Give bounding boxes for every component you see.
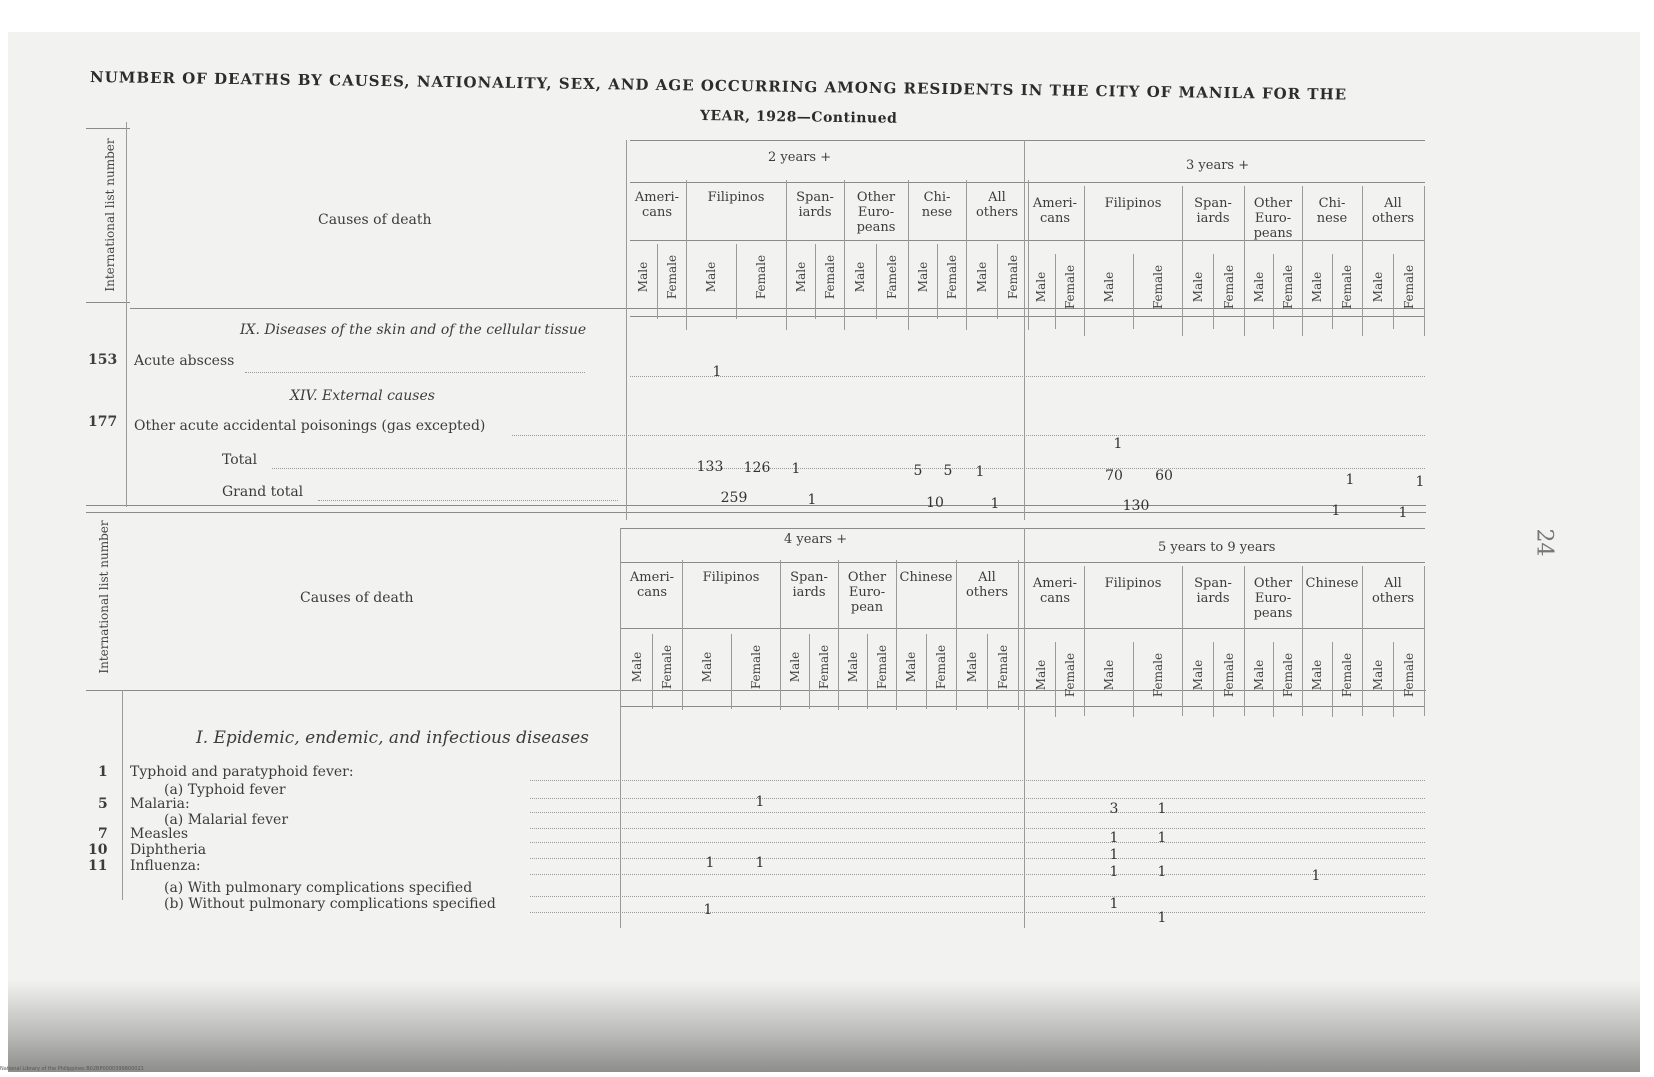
male-header: Male [1190, 659, 1205, 691]
cell: 1 [1157, 910, 1167, 926]
cell: 1 [1157, 830, 1167, 846]
female-header: Female [816, 644, 831, 690]
male-header: Male [1370, 659, 1385, 691]
female-header: Female [934, 644, 948, 690]
row-label: Diphtheria [130, 842, 207, 858]
cell: 1 [1415, 474, 1425, 490]
nationality-header: Ameri- cans [634, 190, 680, 220]
nationality-header: Ameri- cans [629, 570, 675, 600]
nationality-header: Chi- nese [1316, 196, 1348, 226]
female-header: Female [822, 254, 837, 300]
row-label: (a) Malarial fever [164, 812, 289, 828]
female-header: Female [1062, 652, 1077, 698]
female-header: Female [754, 254, 768, 300]
nationality-header: Ameri- cans [1032, 196, 1078, 226]
section-ix-heading: IX. Diseases of the skin and of the cellular tissue [240, 322, 587, 338]
row-177-number: 177 [88, 414, 118, 430]
female-header: Female [1401, 264, 1416, 310]
cell: 1 [1109, 830, 1119, 846]
nationality-header: Span- iards [1194, 196, 1232, 226]
cell: 1 [791, 461, 801, 477]
row-153-label: Acute abscess [134, 353, 235, 369]
group-4-years: 4 years + [784, 532, 848, 547]
male-header: Male [635, 261, 650, 293]
nationality-header: Chinese [1305, 576, 1359, 591]
cell: 1 [1109, 896, 1119, 912]
cell: 1 [807, 492, 817, 508]
row-153-number: 153 [88, 352, 118, 368]
table-title-continued: YEAR, 1928—Continued [699, 108, 898, 127]
group-2-years: 2 years + [768, 150, 832, 165]
nationality-header: Chinese [899, 570, 953, 585]
cell: 3 [1109, 801, 1119, 817]
nationality-header: All others [965, 570, 1008, 600]
row-label: Typhoid and paratyphoid fever: [130, 764, 354, 780]
female-header: Female [660, 644, 674, 690]
cell: 1 [1157, 801, 1167, 817]
male-header: Male [1310, 271, 1324, 303]
male-header: Male [853, 261, 867, 293]
male-header: Male [704, 261, 718, 293]
female-header: Female [1221, 264, 1236, 310]
cell: 1 [1109, 847, 1119, 863]
nationality-header: Ameri- cans [1032, 576, 1078, 606]
male-header: Male [1251, 659, 1266, 691]
cell: 1 [990, 496, 1000, 512]
female-header: Female [944, 254, 959, 300]
cell: 1 [1331, 503, 1341, 519]
row-label: Influenza: [130, 858, 201, 874]
nationality-header: All others [975, 190, 1018, 220]
male-header: Male [1370, 271, 1385, 303]
female-header: Female [1280, 264, 1295, 310]
male-header: Male [699, 651, 714, 683]
section-xiv-heading: XIV. External causes [290, 388, 435, 404]
group-3-years: 3 years + [1186, 158, 1250, 173]
male-header: Male [1310, 659, 1324, 691]
cell: 5 [943, 463, 953, 479]
cell: 1 [1398, 505, 1408, 521]
footer-credit: National Library of the Philippines B02BP0000399800021 [0, 1066, 144, 1072]
female-header: Female [1401, 652, 1416, 698]
row-label: Measles [130, 826, 189, 842]
table-title: NUMBER OF DEATHS BY CAUSES, NATIONALITY, SEX, AND AGE OCCURRING AMONG RESIDENTS IN THE CITY OF MANILA FOR THE [89, 68, 1348, 104]
nationality-header: Span- iards [796, 190, 834, 220]
female-header: Female [1062, 264, 1077, 310]
cell: 1 [712, 364, 722, 380]
male-header: Male [915, 261, 930, 293]
cell: 1 [755, 794, 765, 810]
female-header: Famele [885, 254, 899, 300]
cell: 1 [1109, 864, 1119, 880]
female-header: Female [1150, 652, 1165, 698]
cell: 1 [1345, 472, 1355, 488]
row-number: 11 [88, 858, 108, 874]
intl-list-header: International list number [103, 138, 117, 292]
cell: 1 [1311, 868, 1321, 884]
male-header: Male [1101, 659, 1116, 691]
male-header: Male [904, 651, 918, 683]
cell: 1 [703, 902, 713, 918]
page-bottom-shadow [8, 980, 1640, 1072]
male-header: Male [787, 651, 802, 683]
nationality-header: Other Euro- pean [847, 570, 887, 615]
female-header: Female [664, 254, 679, 300]
cell: 1 [975, 464, 985, 480]
cell: 1 [705, 855, 715, 871]
female-header: Female [1340, 264, 1354, 310]
nationality-header: Other Euro- peans [1253, 576, 1293, 621]
cell: 126 [743, 460, 771, 476]
row-number: 5 [98, 796, 108, 812]
male-header: Male [1190, 271, 1205, 303]
male-header: Male [964, 651, 979, 683]
page-number: 24 [1531, 528, 1557, 557]
cell: 133 [696, 459, 724, 475]
grand-total-label: Grand total [222, 484, 304, 500]
nationality-header: Filipinos [1104, 576, 1162, 591]
row-label: (b) Without pulmonary complications specified [164, 896, 496, 912]
row-label: Malaria: [130, 796, 190, 812]
male-header: Male [1033, 271, 1048, 303]
causes-header: Causes of death [318, 212, 432, 228]
intl-list-header-2: International list number [97, 520, 111, 674]
female-header: Female [1280, 652, 1295, 698]
page-sheet [8, 32, 1640, 1072]
nationality-header: Other Euro- peans [1253, 196, 1293, 241]
female-header: Female [995, 644, 1010, 690]
male-header: Male [630, 651, 644, 683]
nationality-header: Filipinos [702, 570, 760, 585]
causes-header-2: Causes of death [300, 590, 414, 606]
male-header: Male [974, 261, 989, 293]
cell: 130 [1122, 498, 1150, 514]
cell: 70 [1105, 468, 1123, 484]
cell: 259 [720, 490, 748, 506]
female-header: Female [1150, 264, 1165, 310]
row-label: (a) Typhoid fever [164, 782, 286, 798]
nationality-header: All others [1371, 576, 1414, 606]
cell: 10 [926, 495, 944, 511]
cell: 5 [913, 463, 923, 479]
section-i-heading: I. Epidemic, endemic, and infectious diseases [196, 728, 589, 748]
row-label: (a) With pulmonary complications specified [164, 880, 473, 896]
nationality-header: Span- iards [790, 570, 828, 600]
group-5-9-years: 5 years to 9 years [1158, 540, 1276, 555]
cell: 1 [1157, 864, 1167, 880]
cell: 60 [1155, 468, 1173, 484]
male-header: Male [793, 261, 808, 293]
nationality-header: Filipinos [707, 190, 765, 205]
male-header: Male [1101, 271, 1116, 303]
cell: 1 [1113, 436, 1123, 452]
total-label: Total [222, 452, 258, 468]
nationality-header: Chi- nese [921, 190, 953, 220]
nationality-header: Other Euro- peans [856, 190, 896, 235]
nationality-header: Span- iards [1194, 576, 1232, 606]
female-header: Female [748, 644, 763, 690]
female-header: Female [1340, 652, 1354, 698]
row-177-label: Other acute accidental poisonings (gas excepted) [134, 418, 486, 434]
male-header: Male [845, 651, 860, 683]
cell: 1 [755, 855, 765, 871]
nationality-header: All others [1371, 196, 1414, 226]
row-number: 7 [98, 826, 108, 842]
row-number: 10 [88, 842, 108, 858]
female-header: Female [874, 644, 889, 690]
male-header: Male [1251, 271, 1266, 303]
male-header: Male [1033, 659, 1048, 691]
female-header: Female [1221, 652, 1236, 698]
row-number: 1 [98, 764, 108, 780]
female-header: Female [1005, 254, 1020, 300]
nationality-header: Filipinos [1104, 196, 1162, 211]
